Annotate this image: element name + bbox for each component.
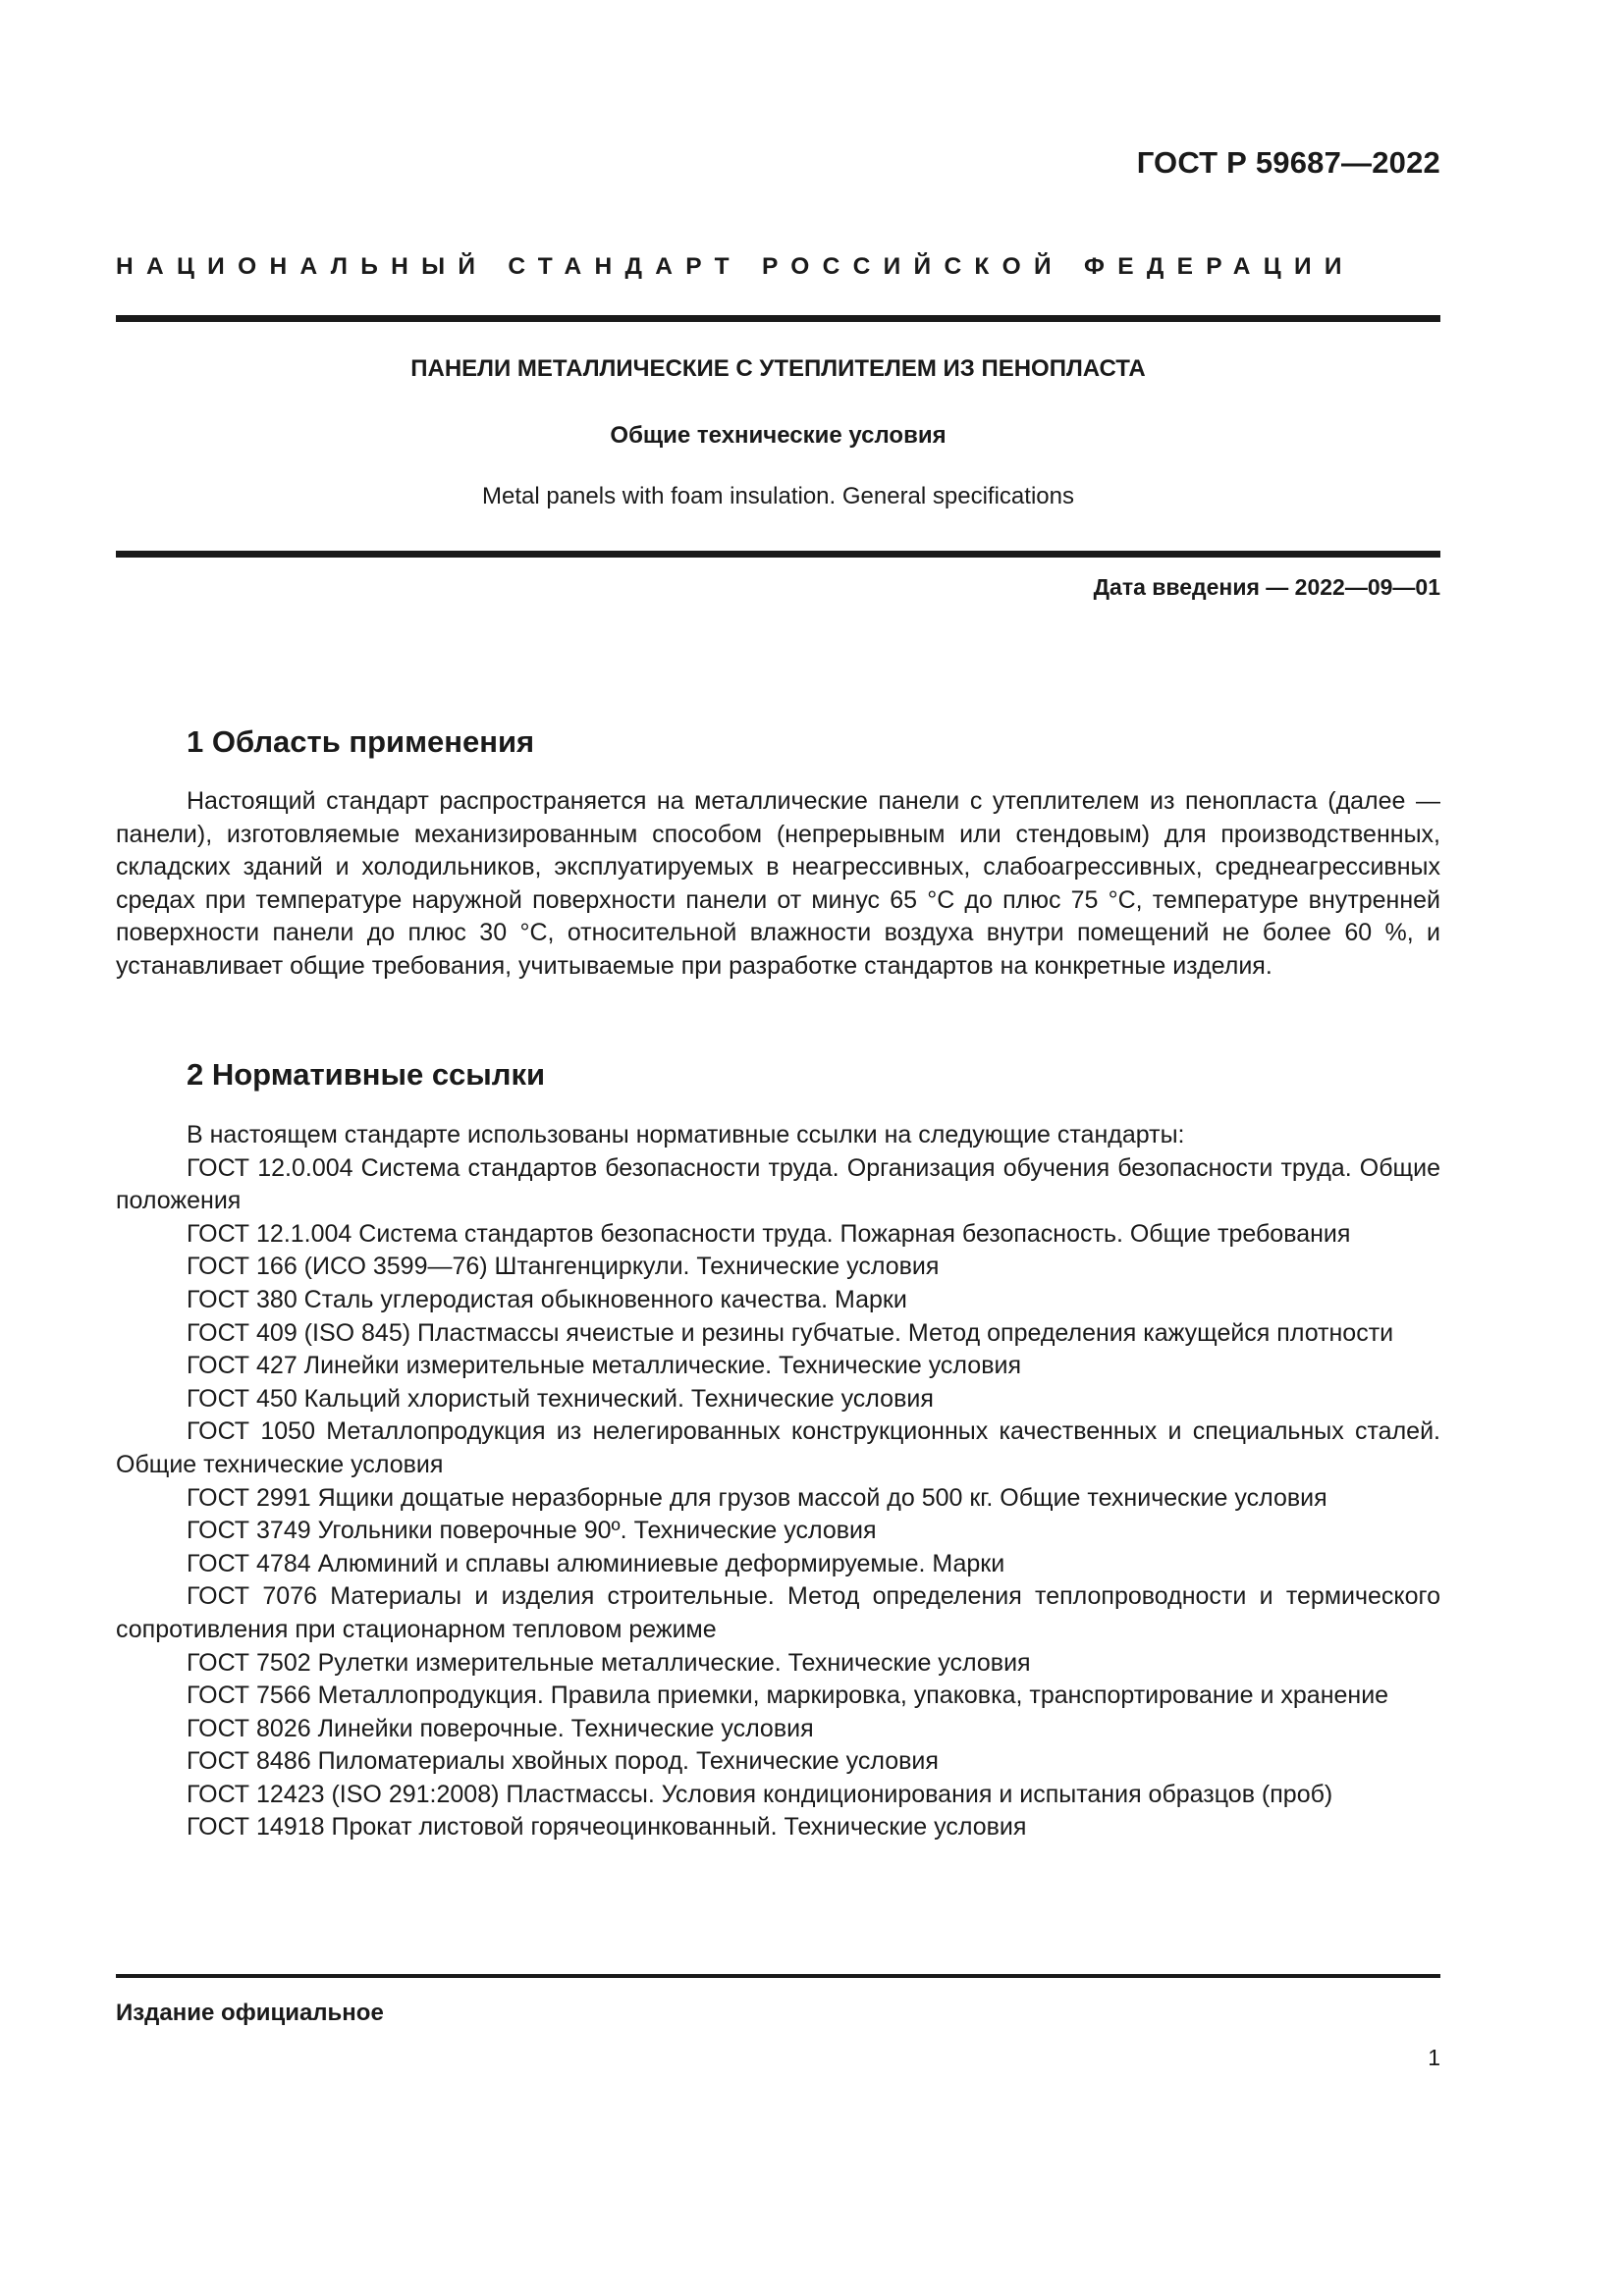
page-number: 1 [1428,2045,1440,2070]
reference-item: ГОСТ 450 Кальций хлористый технический. Технические условия [187,1384,934,1413]
reference-item: ГОСТ 8486 Пиломатериалы хвойных пород. Технические условия [187,1747,939,1776]
reference-item: ГОСТ 7076 Материалы и изделия строительные. Метод определения теплопроводности и термического сопротивления при стационарном тепловом режиме [116,1582,1440,1643]
official-edition-label: Издание официальное [116,2000,384,2026]
reference-item: ГОСТ 4784 Алюминий и сплавы алюминиевые деформируемые. Марки [187,1549,1005,1577]
reference-item: ГОСТ 12.0.004 Система стандартов безопасности труда. Организация обучения безопасности труда. Общие положения [116,1153,1440,1215]
scope-paragraph: Настоящий стандарт распространяется на металлические панели с утеплителем из пенопласта (далее — панели), изготовляемые механизированным способом (непрерывным или стендовым) для производственных, складских зданий и холодильников, эксплуатируемых в неагрессивных, слабоагрессивных, среднеагрессивных средах при температуре наружной поверхности панели от минус 65 °С до плюс 75 °С, температуре внутренней поверхности панели до плюс 30 °С, относительной влажности воздуха внутри помещений не более 60 %, и устанавливает общие требования, учитываемые при разработке стандартов на конкретные изделия. [116,787,1440,980]
reference-item: ГОСТ 7502 Рулетки измерительные металлические. Технические условия [187,1648,1031,1677]
document-title-english: Metal panels with foam insulation. General specifications [482,483,1074,509]
reference-item: ГОСТ 2991 Ящики дощатые неразборные для грузов массой до 500 кг. Общие технические условия [187,1483,1327,1512]
introduction-date: Дата введения — 2022—09—01 [1093,574,1440,600]
section-scope-body [116,785,1440,984]
reference-item: ГОСТ 14918 Прокат листовой горячеоцинкованный. Технические условия [187,1813,1027,1842]
header-rule [116,315,1440,322]
reference-item: ГОСТ 8026 Линейки поверочные. Технические условия [187,1714,814,1742]
references-intro: В настоящем стандарте использованы нормативные ссылки на следующие стандарты: [187,1121,1185,1148]
document-title: ПАНЕЛИ МЕТАЛЛИЧЕСКИЕ С УТЕПЛИТЕЛЕМ ИЗ ПЕНОПЛАСТА [410,355,1146,382]
section-heading-scope: 1 Область применения [187,724,535,759]
document-subtitle: Общие технические условия [610,422,947,449]
reference-item: ГОСТ 166 (ИСО 3599—76) Штангенциркули. Технические условия [187,1253,940,1281]
title-rule [116,551,1440,558]
reference-item: ГОСТ 12423 (ISO 291:2008) Пластмассы. Условия кондиционирования и испытания образцов (проб) [187,1780,1333,1808]
reference-item: ГОСТ 427 Линейки измерительные металлические. Технические условия [187,1352,1021,1380]
reference-item: ГОСТ 3749 Угольники поверочные 90º. Технические условия [187,1517,877,1545]
reference-item: ГОСТ 7566 Металлопродукция. Правила приемки, маркировка, упаковка, транспортирование и хранение [187,1682,1389,1710]
reference-item: ГОСТ 12.1.004 Система стандартов безопасности труда. Пожарная безопасность. Общие требования [187,1219,1351,1248]
reference-item: ГОСТ 409 (ISO 845) Пластмассы ячеистые и резины губчатые. Метод определения кажущейся плотности [187,1318,1394,1347]
section-heading-normative-references: 2 Нормативные ссылки [187,1057,546,1092]
normative-references-list [116,1119,1440,1844]
footer-rule [116,1974,1440,1978]
reference-item: ГОСТ 1050 Металлопродукция из нелегированных конструкционных качественных и специальных сталей. Общие технические условия [116,1417,1440,1478]
national-standard-header: НАЦИОНАЛЬНЫЙ СТАНДАРТ РОССИЙСКОЙ ФЕДЕРАЦИИ [116,253,1355,280]
reference-item: ГОСТ 380 Сталь углеродистая обыкновенного качества. Марки [187,1285,907,1313]
document-number: ГОСТ Р 59687—2022 [1136,145,1440,180]
document-page [116,0,1440,2296]
